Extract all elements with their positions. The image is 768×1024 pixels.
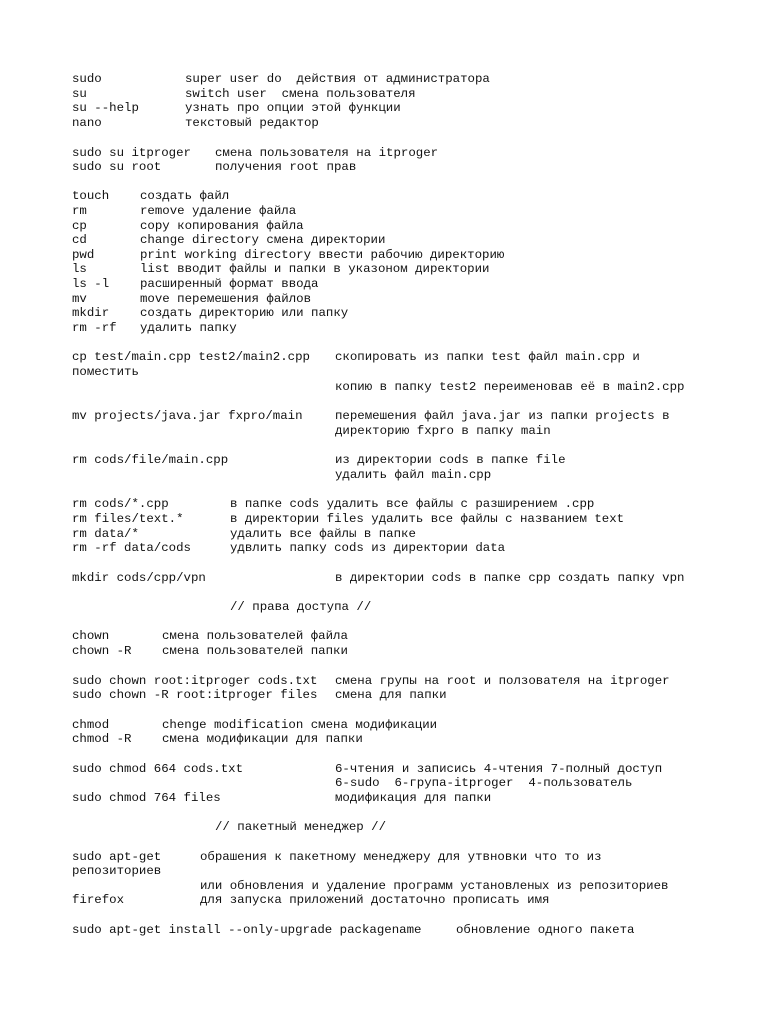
text-line [72,219,304,234]
description: в директории files удалить все файлы с названием text [230,512,625,526]
command: rm cods/file/main.cpp [72,453,229,467]
command: rm -rf [72,321,117,335]
command: cd [72,233,87,247]
command: mkdir [72,306,110,320]
command: chown -R [72,644,132,658]
description: смена пользователей файла [162,629,348,643]
description: change directory смена директории [140,233,386,247]
description: print working directory ввести рабочию директорию [140,248,505,262]
command: pwd [72,248,95,262]
description: расширенный формат ввода [140,277,319,291]
text-line [72,87,416,102]
description: удалить все файлы в папке [230,527,416,541]
command: cp test/main.cpp test2/main2.cpp [72,350,310,364]
description: удалить папку [140,321,237,335]
description: удвлить папку cods из директории data [230,541,506,555]
text-line [72,365,335,380]
command: sudo su root [72,160,162,174]
text-line [72,380,684,395]
description: обновление одного пакета [456,923,635,937]
text-line [72,189,229,204]
text-line [72,629,348,644]
text-line [72,116,319,131]
description: смена для папки [335,688,447,702]
description: смена пользователя на itproger [215,146,439,160]
description: текстовый редактор [185,116,319,130]
command: su --help [72,101,139,115]
text-line [72,850,602,865]
text-line [72,424,551,439]
command: rm [72,204,87,218]
command: sudo chmod 764 files [72,791,221,805]
text-line [72,453,566,468]
description: 6-чтения и записись 4-чтения 7-полный доступ [335,762,663,776]
description: switch user смена пользователя [185,87,416,101]
description: смена пользователей папки [162,644,348,658]
description: chenge modification смена модификации [162,718,438,732]
description: в папке cods удалить все файлы с разширением .cpp [230,497,595,511]
command: su [72,87,87,101]
text-line [72,512,624,527]
command: nano [72,116,102,130]
text-line [72,674,670,689]
text-line [72,160,356,175]
description: // права доступа // [230,600,372,614]
command: touch [72,189,110,203]
text-line [72,292,311,307]
command: cp [72,219,87,233]
description: создать директорию или папку [140,306,349,320]
text-line [72,321,237,336]
command: ls -l [72,277,110,291]
description: в директории cods в папке cpp создать папку vpn [335,571,685,585]
description: модификация для папки [335,791,492,805]
command: mv projects/java.jar fxpro/main [72,409,303,423]
description: // пакетный менеджер // [215,820,387,834]
description: copy копирования файла [140,219,304,233]
text-line [72,409,670,424]
text-line [72,732,363,747]
description: узнать про опции этой функции [185,101,401,115]
section-heading [72,600,371,615]
description: list вводит файлы и папки в указоном директории [140,262,490,276]
text-line [72,146,438,161]
text-line [72,864,200,879]
text-line [72,923,634,938]
description: смена групы на root и ползователя на itproger [335,674,670,688]
command: rm cods/*.cpp [72,497,169,511]
text-line [72,527,416,542]
description: смена модификации для папки [162,732,363,746]
text-line [72,262,489,277]
text-line [72,776,632,791]
text-line [72,72,490,87]
text-line [72,350,640,365]
text-line [72,791,491,806]
description: получения root прав [215,160,357,174]
command: mv [72,292,87,306]
text-line [72,277,318,292]
description: копию в папку test2 переименовав её в main2.cpp [335,380,685,394]
text-line [72,248,504,263]
text-line [72,233,385,248]
description: перемешения файл java.jar из папки projects в [335,409,670,423]
text-line [72,718,437,733]
command: sudo apt-get install --only-upgrade packagename [72,923,422,937]
command: firefox [72,893,125,907]
description: super user do действия от администратора [185,72,490,86]
command: rm -rf data/cods [72,541,191,555]
text-line [72,497,594,512]
command: rm files/text.* [72,512,184,526]
text-line [72,762,662,777]
text-line [72,688,447,703]
description: 6-sudo 6-група-itproger 4-пользователь [335,776,633,790]
description: скопировать из папки test файл main.cpp и [335,350,640,364]
section-heading [72,820,386,835]
command: chmod [72,718,110,732]
command: mkdir cods/cpp/vpn [72,571,206,585]
command: rm data/* [72,527,139,541]
description: создать файл [140,189,230,203]
text-line [72,571,684,586]
command: репозиториев [72,864,162,878]
description: или обновления и удаление программ установленых из репозиториев [200,879,669,893]
command: sudo [72,72,102,86]
text-line [72,306,348,321]
description: обрашения к пакетному менеджеру для утвновки что то из [200,850,602,864]
text-line [72,101,401,116]
command: поместить [72,365,139,379]
description: удалить файл main.cpp [335,468,492,482]
command: sudo apt-get [72,850,162,864]
description: директорию fxpro в папку main [335,424,551,438]
text-line [72,644,348,659]
description: remove удаление файла [140,204,297,218]
description: move перемешения файлов [140,292,312,306]
text-line [72,893,549,908]
description: из директории cods в папке file [335,453,566,467]
text-line [72,468,491,483]
command: chown [72,629,110,643]
command: sudo chown -R root:itproger files [72,688,318,702]
command: ls [72,262,87,276]
command: chmod -R [72,732,132,746]
command: sudo su itproger [72,146,191,160]
text-line [72,879,668,894]
description: для запуска приложений достаточно прописать имя [200,893,550,907]
command: sudo chmod 664 cods.txt [72,762,244,776]
command: sudo chown root:itproger cods.txt [72,674,318,688]
text-line [72,204,296,219]
text-line [72,541,505,556]
